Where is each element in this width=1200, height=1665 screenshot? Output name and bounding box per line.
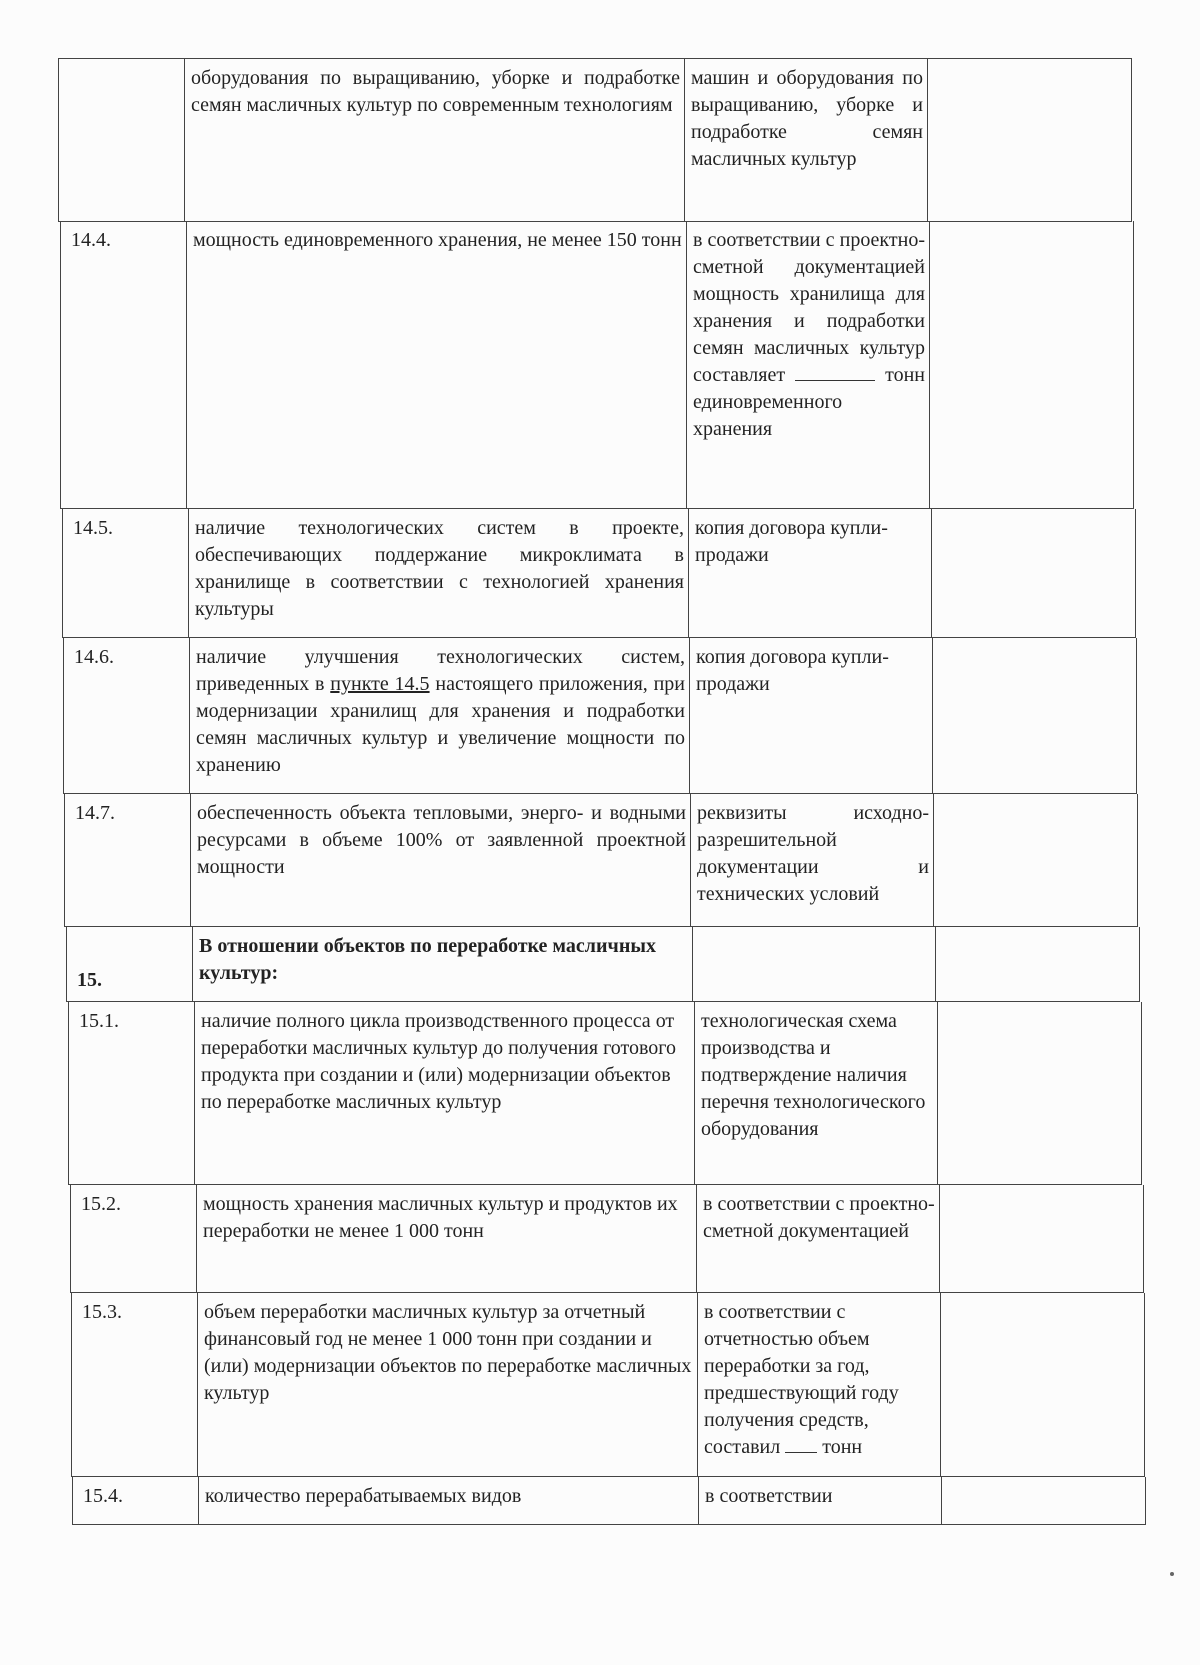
extra-cell (937, 1002, 1142, 1184)
document-text: в соответствии (698, 1477, 941, 1524)
extra-cell (932, 638, 1137, 793)
extra-cell (927, 59, 1132, 221)
row-number: 15.1. (68, 1002, 194, 1184)
requirement-text: обеспеченность объекта тепловыми, энерго- и водными ресурсами в объеме 100% от заявленной проектной мощности (190, 794, 690, 926)
table-row (68, 1002, 1142, 1185)
row-number: 14.4. (60, 221, 186, 508)
document-text: реквизиты исходно-разрешительной документации и технических условий (690, 794, 933, 926)
requirement-text: мощность хранения масличных культур и продуктов их переработки не менее 1 000 тонн (196, 1185, 696, 1292)
row-number (58, 59, 184, 221)
table-row (66, 927, 1140, 1002)
extra-cell (933, 794, 1138, 926)
extra-cell (931, 509, 1136, 637)
document-text-part: тонн (822, 1436, 863, 1458)
table-row (63, 638, 1137, 794)
requirement-text: количество перерабатываемых видов (198, 1477, 698, 1524)
row-number: 15.4. (72, 1477, 198, 1524)
row-number: 14.6. (63, 638, 189, 793)
table-row (64, 794, 1138, 927)
document-text: копия договора купли-продажи (689, 638, 932, 793)
document-text (686, 221, 929, 508)
row-number: 15.3. (71, 1293, 197, 1476)
requirement-text-part: настоящего приложения, при модернизации хранилищ для хранения и подработки семян масличных культур и увеличение мощности по хранению (196, 673, 686, 776)
scan-speck (1170, 1572, 1174, 1576)
extra-cell (939, 1185, 1144, 1292)
document-text: копия договора купли-продажи (688, 509, 931, 637)
document-text-part: в соответствии с отчетностью объем переработки за год, предшествующий году получения средств, составил (704, 1301, 899, 1458)
extra-cell (929, 221, 1134, 508)
extra-cell (940, 1293, 1145, 1476)
paragraph-link[interactable]: пункте 14.5 (330, 673, 430, 695)
row-number: 15.2. (70, 1185, 196, 1292)
row-number: 14.5. (62, 509, 188, 637)
row-number: 14.7. (64, 794, 190, 926)
table-row (72, 1477, 1146, 1525)
blank-line (785, 1434, 817, 1453)
requirement-text (189, 638, 689, 793)
document-text: технологическая схема производства и подтверждение наличия перечня технологического оборудования (694, 1002, 937, 1184)
requirement-text: оборудования по выращиванию, уборке и подработке семян масличных культур по современным технологиям (184, 59, 684, 221)
extra-cell (941, 1477, 1146, 1524)
table-row (70, 1185, 1144, 1293)
document-text-part: тонн единовременного хранения (693, 364, 926, 440)
section-heading: В отношении объектов по переработке масличных культур: (192, 927, 692, 1001)
document-text (692, 927, 935, 1001)
table-row (60, 221, 1134, 509)
requirement-text: объем переработки масличных культур за отчетный финансовый год не менее 1 000 тонн при создании и (или) модернизации объектов по переработке масличных культур (197, 1293, 697, 1476)
requirement-text: наличие технологических систем в проекте, обеспечивающих поддержание микроклимата в хранилище в соответствии с технологией хранения культуры (188, 509, 688, 637)
document-text: машин и оборудования по выращиванию, уборке и подработке семян масличных культур (684, 59, 927, 221)
document-text-part: в соответствии с проектно-сметной документацией мощность хранилища для хранения и подработки семян масличных культур составляет (693, 229, 925, 386)
document-text (697, 1293, 940, 1476)
requirement-text-part: наличие улучшения технологических систем, приведенных в (196, 646, 685, 695)
table-row (62, 509, 1136, 638)
extra-cell (935, 927, 1140, 1001)
requirement-text: мощность единовременного хранения, не менее 150 тонн (186, 221, 686, 508)
table-row (58, 58, 1132, 222)
blank-line (795, 362, 875, 381)
table-row (71, 1293, 1145, 1477)
requirement-text: наличие полного цикла производственного процесса от переработки масличных культур до получения готового продукта при создании и (или) модернизации объектов по переработке масличных культур (194, 1002, 694, 1184)
row-number: 15. (66, 927, 192, 1001)
document-text: в соответствии с проектно-сметной документацией (696, 1185, 939, 1292)
